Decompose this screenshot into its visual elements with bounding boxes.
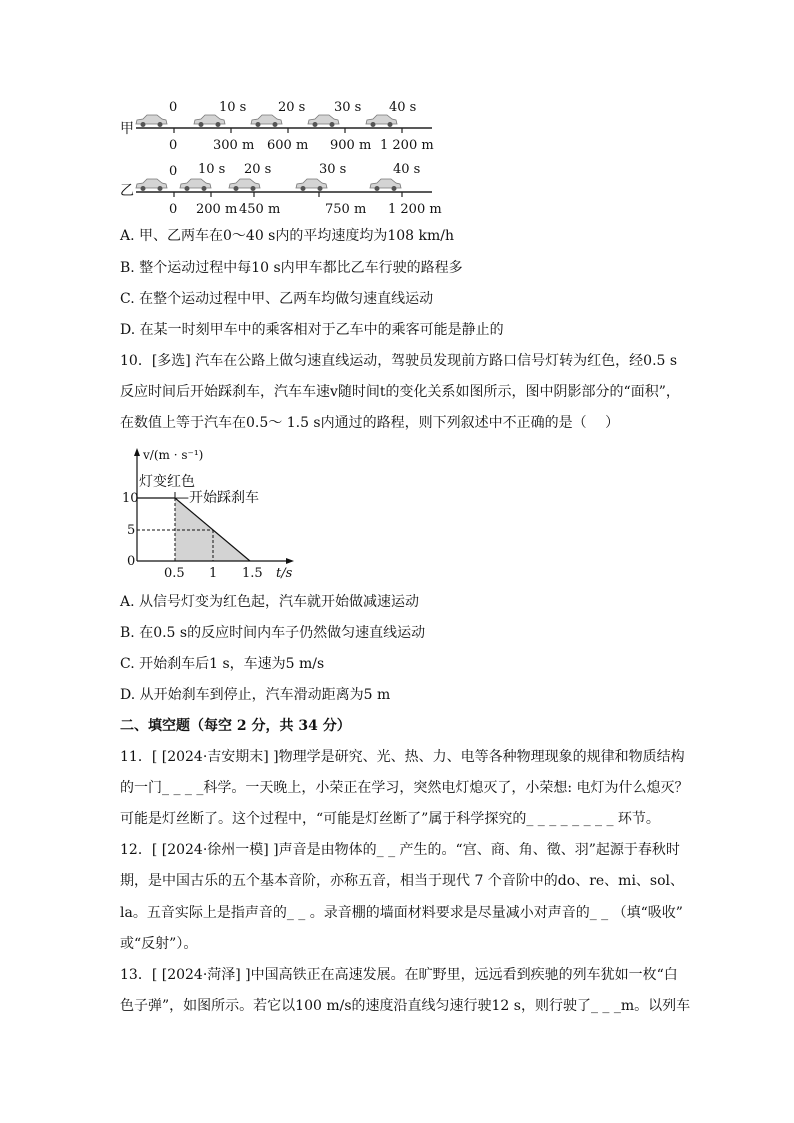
- q9-option-c: C. 在整个运动过程中甲、乙两车均做匀速直线运动: [120, 291, 434, 307]
- jia-dist-1200: 1 200 m: [380, 138, 434, 153]
- car-icon: [178, 175, 212, 192]
- x-tick-1: 1: [209, 566, 218, 581]
- q10-stem-line1: 10．[多选] 汽车在公路上做匀速直线运动，驾驶员发现前方路口信号灯转为红色，经0.5 s: [120, 353, 678, 369]
- q9-option-a: A. 甲、乙两车在0～40 s内的平均速度均为108 km/h: [120, 228, 455, 244]
- jia-dist-600: 600 m: [267, 138, 309, 153]
- q11-line2: 的一门_ _ _ _科学。一天晚上，小荣正在学习，突然电灯熄灭了，小荣想: 电灯为什么熄灭？: [120, 780, 689, 796]
- jia-dist-300: 300 m: [213, 138, 255, 153]
- car-icon: [368, 175, 402, 192]
- yi-dist-750: 750 m: [325, 202, 367, 217]
- y-axis-arrow: [134, 448, 140, 456]
- q10-option-a: A. 从信号灯变为红色起，汽车就开始做减速运动: [120, 594, 420, 610]
- jia-dist-900: 900 m: [330, 138, 372, 153]
- car-icon: [227, 175, 261, 192]
- jia-time-40: 40 s: [389, 100, 417, 115]
- jia-time-0: 0: [169, 100, 178, 115]
- q12-line1: 12．[ [2024·徐州一模] ]声音是由物体的_ _ 产生的。“宫、商、角、徵、羽”起源于春秋时: [120, 842, 680, 858]
- yi-time-10: 10 s: [198, 162, 226, 177]
- velocity-time-graph: [118, 446, 298, 586]
- x-axis-arrow: [286, 558, 294, 564]
- jia-time-10: 10 s: [219, 100, 247, 115]
- jia-time-20: 20 s: [278, 100, 306, 115]
- q12-line3: la。五音实际上是指声音的_ _ 。录音棚的墙面材料要求是尽量减小对声音的_ _ （填“吸收”: [120, 905, 683, 921]
- q11-line1: 11．[ [2024·吉安期末] ]物理学是研究、光、热、力、电等各种物理现象的规律和物质结构: [120, 749, 685, 765]
- annotation-light-red: 灯变红色: [139, 474, 195, 490]
- car-icon: [134, 175, 168, 192]
- q10-option-c: C. 开始刹车后1 s，车速为5 m/s: [120, 656, 325, 672]
- y-tick-5: 5: [127, 523, 136, 538]
- q9-option-b: B. 整个运动过程中每10 s内甲车都比乙车行驶的路程多: [120, 260, 463, 276]
- x-tick-0.5: 0.5: [164, 566, 185, 581]
- yi-dist-200: 200 m: [196, 202, 238, 217]
- q12-line4: 或“反射”）。: [120, 936, 198, 952]
- x-axis-label: t/s: [276, 566, 293, 581]
- y-tick-10: 10: [122, 491, 139, 506]
- yi-time-0: 0: [169, 164, 178, 179]
- q9-option-d: D. 在某一时刻甲车中的乘客相对于乙车中的乘客可能是静止的: [120, 322, 504, 338]
- section-heading-fill-blank: 二、填空题（每空 2 分，共 34 分）: [120, 718, 351, 734]
- yi-time-30: 30 s: [319, 162, 347, 177]
- car-icon: [134, 111, 168, 128]
- q10-option-b: B. 在0.5 s的反应时间内车子仍然做匀速直线运动: [120, 625, 426, 641]
- q10-option-d: D. 从开始刹车到停止，汽车滑动距离为5 m: [120, 687, 391, 703]
- yi-time-20: 20 s: [244, 162, 272, 177]
- row-jia-label: 甲: [120, 121, 134, 137]
- q10-stem-line2: 反应时间后开始踩刹车，汽车车速v随时间t的变化关系如图所示，图中阴影部分的“面积”，: [120, 384, 680, 400]
- jia-time-30: 30 s: [334, 100, 362, 115]
- annotation-start-brake: —开始踩刹车: [175, 490, 259, 506]
- q11-line3: 可能是灯丝断了。这个过程中，“可能是灯丝断了”属于科学探究的_ _ _ _ _ _ _ _ 环节。: [120, 811, 660, 827]
- car-icon: [294, 175, 328, 192]
- yi-time-40: 40 s: [393, 162, 421, 177]
- jia-dist-0: 0: [169, 138, 178, 153]
- yi-dist-0: 0: [169, 202, 178, 217]
- q12-line2: 期，是中国古乐的五个基本音阶，亦称五音，相当于现代 7 个音阶中的do、re、mi、sol、: [120, 873, 685, 889]
- car-motion-figure: [110, 96, 450, 220]
- yi-dist-450: 450 m: [239, 202, 281, 217]
- q10-stem-line3: 在数值上等于汽车在0.5～ 1.5 s内通过的路程，则下列叙述中不正确的是（ ）: [120, 415, 620, 431]
- q13-line1: 13．[ [2024·菏泽] ]中国高铁正在高速发展。在旷野里，远远看到疾驰的列车犹如一枚“白: [120, 967, 678, 983]
- yi-dist-1200: 1 200 m: [388, 202, 442, 217]
- y-axis-label: v/(m · s⁻¹): [143, 448, 204, 462]
- x-tick-1.5: 1.5: [242, 566, 263, 581]
- row-yi-label: 乙: [120, 183, 134, 199]
- q13-line2: 色子弹”，如图所示。若它以100 m/s的速度沿直线匀速行驶12 s，则行驶了_ _ _m。以列车: [120, 998, 691, 1014]
- y-tick-0: 0: [127, 554, 136, 569]
